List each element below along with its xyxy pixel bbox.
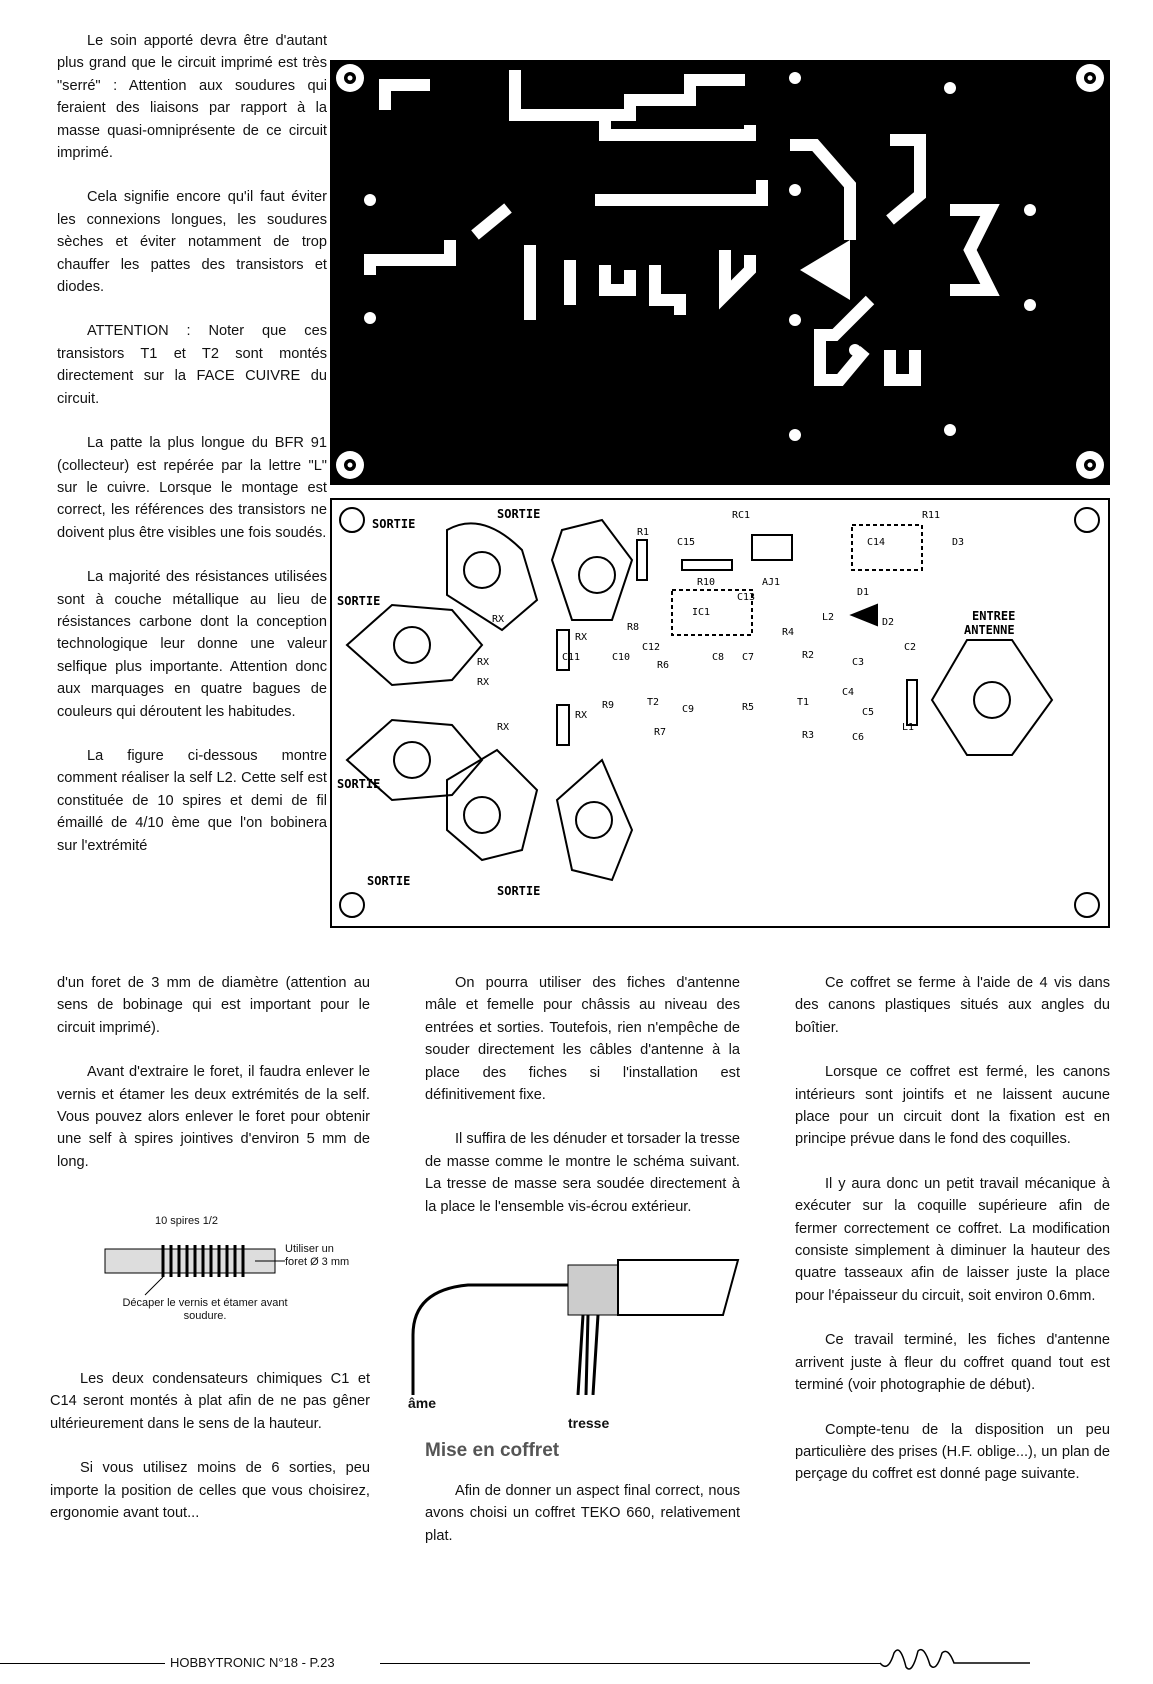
output-label: SORTIE	[337, 777, 381, 791]
pcb-copper-artwork	[330, 60, 1110, 485]
paragraph: Le soin apporté devra être d'autant plus grand que le circuit imprimé est très "serré" : Attention aux soudures qui feraient des liaisons par rapport à la masse quasi-omniprésente de ce circuit imprimé.	[57, 33, 327, 162]
component-ref: C12	[642, 642, 661, 653]
component-ref: R7	[654, 727, 667, 738]
component-ref: T1	[797, 697, 810, 708]
component-ref: C7	[742, 652, 755, 663]
paragraph: La majorité des résistances utilisées sont à couche métallique au lieu de résistances carbone dont la conception technologique leur donne une valeur selfique plus importante. Attention donc aux marquages en quatre bagues de couleurs qui déroutent les habitudes.	[57, 569, 327, 720]
braid-label: tresse	[568, 1415, 610, 1431]
component-ref: C6	[852, 732, 865, 743]
component-ref: R1	[637, 527, 650, 538]
middle-column-bottom	[425, 1480, 740, 1569]
component-ref: R2	[802, 650, 815, 661]
component-ref: R11	[922, 510, 941, 521]
paragraph: Il y aura donc un petit travail mécanique à exécuter sur la coquille supérieure afin de fermer correctement ce coffret. La modification consiste simplement à diminuer la hauteur des quatre tasseaux afin de laisser juste la place pour l'épaisseur du circuit, soit environ 0.6mm.	[795, 1175, 1110, 1304]
component-ref: C10	[612, 652, 631, 663]
paragraph: Afin de donner un aspect final correct, nous avons choisi un coffret TEKO 660, relativement plat.	[425, 1483, 740, 1544]
output-label: SORTIE	[497, 884, 541, 898]
paragraph: On pourra utiliser des fiches d'antenne mâle et femelle pour châssis au niveau des entrées et sorties. Toutefois, rien n'empêche de souder directement les câbles d'antenne à la place des fiches si l'installation est définitivement fixe.	[425, 975, 740, 1104]
paragraph: Lorsque ce coffret est fermé, les canons intérieurs sont jointifs et ne laissent aucune place pour un circuit dont la fixation est en principe prévue dans le fond des coquilles.	[795, 1064, 1110, 1148]
component-ref: R10	[697, 577, 716, 588]
paragraph: La figure ci-dessous montre comment réaliser la self L2. Cette self est constituée de 10 spires et demi de fil émaillé de 4/10 ème que l'on bobinera sur l'extrémité	[57, 747, 327, 854]
component-ref: D1	[857, 587, 870, 598]
component-ref: C5	[862, 707, 875, 718]
paragraph: d'un foret de 3 mm de diamètre (attention au sens de bobinage qui est important pour le circuit imprimé).	[57, 975, 370, 1036]
component-ref: C8	[712, 652, 725, 663]
component-ref: C13	[737, 592, 756, 603]
component-ref: RX	[492, 614, 505, 625]
component-ref: R3	[802, 730, 815, 741]
component-ref: L1	[902, 722, 915, 733]
paragraph: Si vous utilisez moins de 6 sorties, peu importe la position de celles que vous choisirez, ergonomie avant tout...	[50, 1460, 370, 1522]
component-ref: C4	[842, 687, 855, 698]
component-layout-drawing	[332, 500, 1108, 926]
page-footer	[0, 1655, 1153, 1675]
coil-figure	[85, 1215, 375, 1325]
component-ref: C15	[677, 537, 696, 548]
component-ref: L2	[822, 612, 835, 623]
entree-label: ENTREE	[972, 609, 1016, 623]
antenne-label: ANTENNE	[964, 623, 1015, 637]
component-ref: R4	[782, 627, 795, 638]
pcb-copper-drawing	[330, 60, 1110, 485]
component-ref: RX	[575, 632, 588, 643]
paragraph: La patte la plus longue du BFR 91 (collecteur) est repérée par la lettre "L" sur le cuivre. Lorsque le montage est correct, les références des transistors ne doivent plus être visibles une fois soudés.	[57, 435, 327, 541]
section-title: Mise en coffret	[425, 1440, 560, 1461]
paragraph: Il suffira de les dénuder et torsader la tresse de masse comme le montre le schéma suivant. La tresse de masse sera soudée directement à la place le l'ensemble vis-écrou extérieur.	[425, 1131, 740, 1215]
waveform-icon	[880, 1645, 1030, 1675]
output-label: SORTIE	[372, 517, 416, 531]
component-ref: R9	[602, 700, 615, 711]
component-ref: C9	[682, 704, 695, 715]
paragraph: Cela signifie encore qu'il faut éviter les connexions longues, les soudures sèches et éviter notamment de trop chauffer les pattes des transistors et diodes.	[57, 189, 327, 296]
paragraph: Les deux condensateurs chimiques C1 et C14 seront montés à plat afin de ne pas gêner ultérieurement dans le sens de la hauteur.	[50, 1371, 370, 1432]
component-ref: C3	[852, 657, 865, 668]
component-ref: RX	[497, 722, 510, 733]
cable-figure	[408, 1235, 748, 1435]
paragraph: Ce travail terminé, les fiches d'antenne arrivent juste à fleur du coffret quand tout est terminé (voir photographie de début).	[795, 1332, 1110, 1394]
left-column-wide	[57, 972, 370, 1195]
component-layout	[330, 498, 1110, 928]
coil-top-label: 10 spires 1/2	[155, 1215, 218, 1227]
component-ref: T2	[647, 697, 660, 708]
component-ref: RX	[575, 710, 588, 721]
output-label: SORTIE	[367, 874, 411, 888]
component-ref: IC1	[692, 607, 711, 618]
right-column	[795, 972, 1110, 1508]
output-label: SORTIE	[337, 594, 381, 608]
component-ref: R8	[627, 622, 640, 633]
component-ref: D3	[952, 537, 965, 548]
paragraph: Ce coffret se ferme à l'aide de 4 vis dans des canons plastiques situés aux angles du boîtier.	[795, 975, 1110, 1036]
output-label: SORTIE	[497, 507, 541, 521]
footer-text: HOBBYTRONIC N°18 - P.23	[170, 1655, 335, 1670]
component-ref: RC1	[732, 510, 751, 521]
left-column-bottom	[50, 1368, 370, 1546]
paragraph: Compte-tenu de la disposition un peu particulière des prises (H.F. oblige...), un plan de perçage du coffret est donné page suivante.	[795, 1421, 1110, 1483]
component-ref: R5	[742, 702, 755, 713]
component-ref: RX	[477, 657, 490, 668]
component-ref: AJ1	[762, 577, 781, 588]
component-ref: R6	[657, 660, 670, 671]
component-ref: RX	[477, 677, 490, 688]
component-refs	[477, 510, 964, 743]
left-column	[57, 30, 327, 857]
coil-side-label: Utiliser un foret Ø 3 mm	[285, 1243, 350, 1268]
component-ref: C11	[562, 652, 581, 663]
core-label: âme	[408, 1395, 437, 1411]
coil-bottom-label: Décaper le vernis et étamer avant soudure.	[122, 1297, 288, 1322]
component-ref: D2	[882, 617, 895, 628]
middle-column	[425, 972, 740, 1240]
cable-drawing	[408, 1235, 748, 1395]
paragraph: ATTENTION : Noter que ces transistors T1 et T2 sont montés directement sur la FACE CUIVRE du circuit.	[57, 323, 327, 407]
component-ref: C2	[904, 642, 917, 653]
paragraph: Avant d'extraire le foret, il faudra enlever le vernis et étamer les deux extrémités de la self. Vous pouvez alors enlever le foret pour obtenir une self à spires jointives d'environ 5 mm de long.	[57, 1064, 370, 1170]
component-ref: C14	[867, 537, 886, 548]
